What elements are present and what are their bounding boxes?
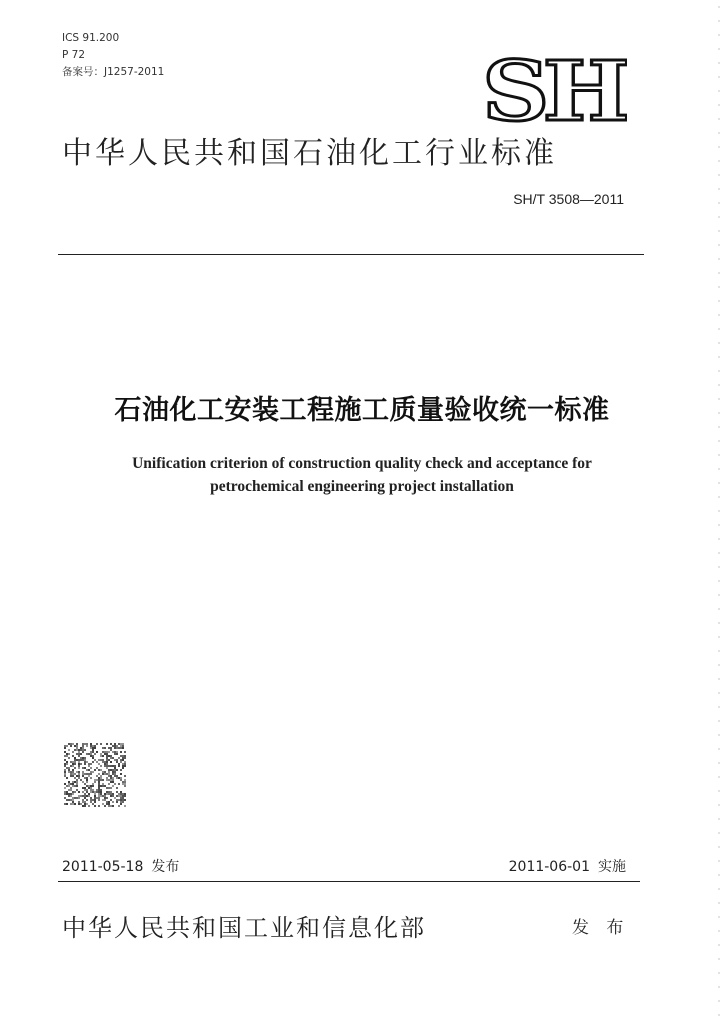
standard-number: SH/T 3508—2011	[513, 191, 624, 207]
industry-standard-heading: 中华人民共和国石油化工行业标准	[62, 136, 557, 171]
category-code: P 72	[62, 49, 86, 61]
title-english-line-2: petrochemical engineering project installation	[210, 478, 514, 495]
bottom-divider	[58, 881, 640, 882]
qr-code-icon	[64, 743, 126, 807]
ics-code: ICS 91.200	[62, 32, 120, 44]
title-chinese: 石油化工安装工程施工质量验收统一标准	[114, 395, 610, 426]
title-english	[0, 452, 724, 498]
issue-label: 发 布	[572, 918, 630, 938]
logo-text: SH	[482, 56, 627, 128]
title-english-line-1: Unification criterion of construction quality check and acceptance for	[132, 455, 592, 472]
record-number: 备案号：J1257-2011	[62, 66, 165, 78]
effective-date-block	[509, 856, 634, 876]
publish-date: 2011-05-18	[62, 859, 144, 875]
classification-block	[62, 30, 164, 81]
sh-logo	[482, 56, 627, 128]
scan-edge	[718, 0, 720, 1024]
publish-label: 发布	[151, 859, 180, 875]
effective-label: 实施	[598, 859, 626, 875]
publish-date-block	[62, 856, 187, 876]
top-divider	[58, 254, 644, 255]
effective-date: 2011-06-01	[508, 859, 590, 875]
issuing-ministry: 中华人民共和国工业和信息化部	[62, 914, 426, 942]
